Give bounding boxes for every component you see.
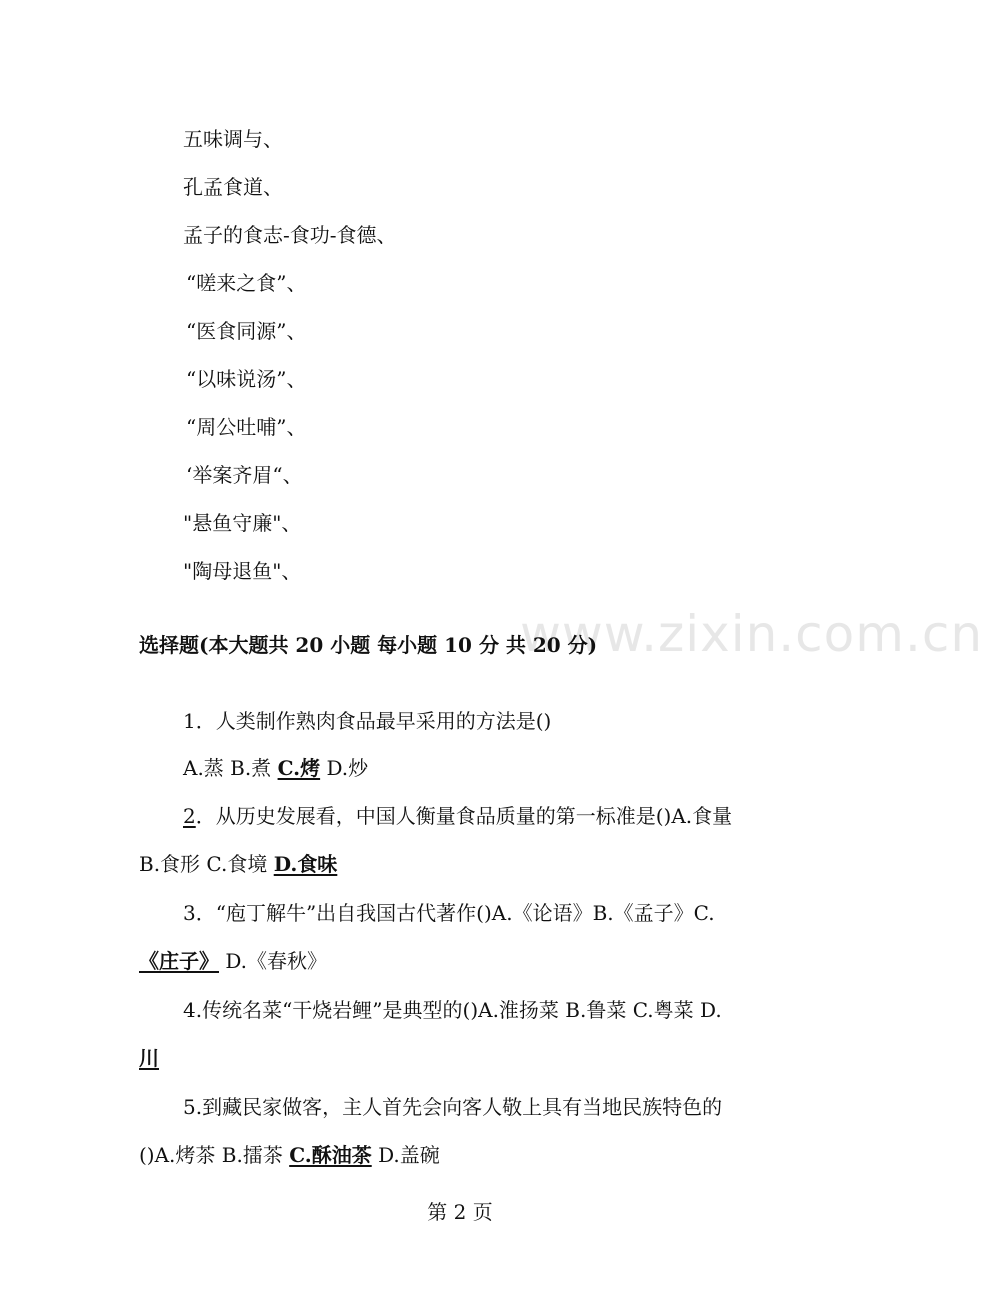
question-2-text: ．从历史发展看，中国人衡量食品质量的第一标准是()A.食量 [195, 804, 733, 828]
term-item: "陶母退鱼"、 [183, 559, 302, 583]
question-2-answer: D.食味 [273, 852, 338, 876]
term-item: “医食同源”、 [186, 319, 307, 343]
question-1-options [183, 754, 368, 782]
question-2-options-text: B.食形 C.食境 [139, 852, 274, 876]
term-item: 孟子的食志-食功-食德、 [183, 223, 397, 247]
question-3-answer: 《庄子》 [139, 949, 219, 973]
question-1-options-rest: D.炒 [320, 756, 369, 780]
question-3-stem: 3．“庖丁解牛”出自我国古代著作()A.《论语》B.《孟子》C. [183, 901, 715, 925]
question-5-options-rest: D.盖碗 [371, 1143, 440, 1167]
question-4-stem: 4.传统名菜“干烧岩鲤”是典型的()A.淮扬菜 B.鲁菜 C.粤菜 D. [183, 998, 722, 1022]
question-2-options [139, 850, 337, 878]
term-item: “以味说汤”、 [186, 367, 307, 391]
page-number-footer: 第 2 页 [427, 1200, 493, 1224]
watermark: www.zixin.com.cn [520, 605, 983, 663]
question-1-stem: 1．人类制作熟肉食品最早采用的方法是() [183, 709, 552, 733]
question-5-options [139, 1141, 440, 1169]
question-5-stem: 5.到藏民家做客，主人首先会向客人敬上具有当地民族特色的 [183, 1095, 723, 1119]
question-4-answer: 川 [139, 1046, 159, 1070]
question-3-options [139, 947, 327, 975]
question-3-options-rest: D.《春秋》 [219, 949, 328, 973]
question-2-number: 2 [183, 804, 196, 828]
question-4-options [139, 1044, 159, 1072]
term-item: “周公吐哺”、 [186, 415, 307, 439]
question-1-answer: C.烤 [277, 756, 321, 780]
term-item: ‘举案齐眉“、 [186, 463, 303, 487]
question-1-options-text: A.蒸 B.煮 [183, 756, 278, 780]
term-item: "悬鱼守廉"、 [183, 511, 302, 535]
question-2-stem [183, 802, 732, 830]
term-item: 五味调与、 [183, 127, 283, 151]
term-item: “嗟来之食”、 [186, 271, 307, 295]
question-5-options-text: ()A.烤茶 B.擂茶 [139, 1143, 290, 1167]
term-item: 孔孟食道、 [183, 175, 283, 199]
question-5-answer: C.酥油茶 [289, 1143, 372, 1167]
section-heading: 选择题(本大题共 20 小题 每小题 10 分 共 20 分) [139, 633, 598, 657]
